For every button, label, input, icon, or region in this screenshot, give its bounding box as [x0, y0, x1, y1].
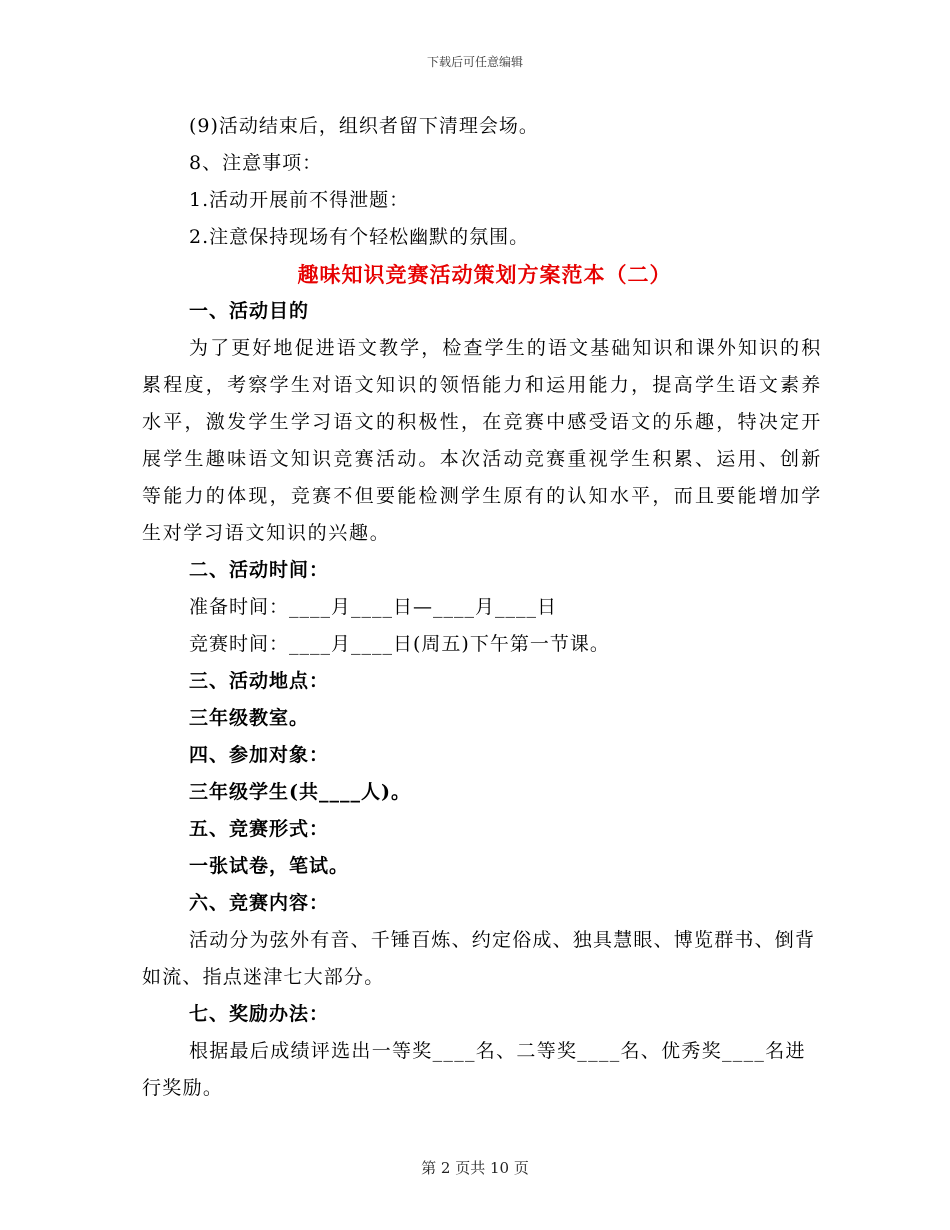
- section-heading-place: 三、活动地点：: [189, 670, 330, 692]
- page-footer: 第 2 页共 10 页: [421, 1159, 529, 1177]
- section-heading-content: 六、竞赛内容：: [189, 892, 330, 914]
- target-text: 三年级学生(共____人)。: [189, 781, 411, 803]
- section-heading-purpose: 一、活动目的: [189, 300, 310, 322]
- section-heading-award: 七、奖励办法：: [189, 1003, 330, 1025]
- section-heading-time: 二、活动时间：: [189, 559, 330, 581]
- list-item: 1.活动开展前不得泄题：: [189, 189, 410, 211]
- content-paragraph: 活动分为弦外有音、千锤百炼、约定俗成、独具慧眼、博览群书、倒背如流、指点迷津七大部分。: [142, 929, 816, 988]
- page-header-note: 下载后可任意编辑: [426, 55, 523, 69]
- document-body: [142, 108, 822, 1107]
- list-item: (9)活动结束后，组织者留下清理会场。: [189, 115, 539, 137]
- purpose-paragraph: 为了更好地促进语文教学，检查学生的语文基础知识和课外知识的积累程度，考察学生对语文知识的领悟能力和运用能力，提高学生语文素养水平，激发学生学习语文的积极性，在竞赛中感受语文的乐趣，特决定开展学生趣味语文知识竞赛活动。本次活动竞赛重视学生积累、运用、创新等能力的体现，竞赛不但要能检测学生原有的认知水平，而且要能增加学生对学习语文知识的兴趣。: [142, 337, 822, 544]
- prep-time-text: 准备时间：____月____日—____月____日: [189, 596, 558, 618]
- list-item: 2.注意保持现场有个轻松幽默的氛围。: [189, 226, 530, 248]
- contest-time-text: 竞赛时间：____月____日(周五)下午第一节课。: [189, 633, 610, 655]
- list-item: 8、注意事项：: [189, 152, 323, 174]
- place-text: 三年级教室。: [189, 707, 310, 729]
- section-heading-target: 四、参加对象：: [189, 744, 330, 766]
- award-paragraph: 根据最后成绩评选出一等奖____名、二等奖____名、优秀奖____名进行奖励。: [142, 1040, 806, 1099]
- section-heading-form: 五、竞赛形式：: [189, 818, 330, 840]
- form-text: 一张试卷，笔试。: [189, 855, 350, 877]
- document-title: 趣味知识竞赛活动策划方案范本（二）: [297, 262, 672, 287]
